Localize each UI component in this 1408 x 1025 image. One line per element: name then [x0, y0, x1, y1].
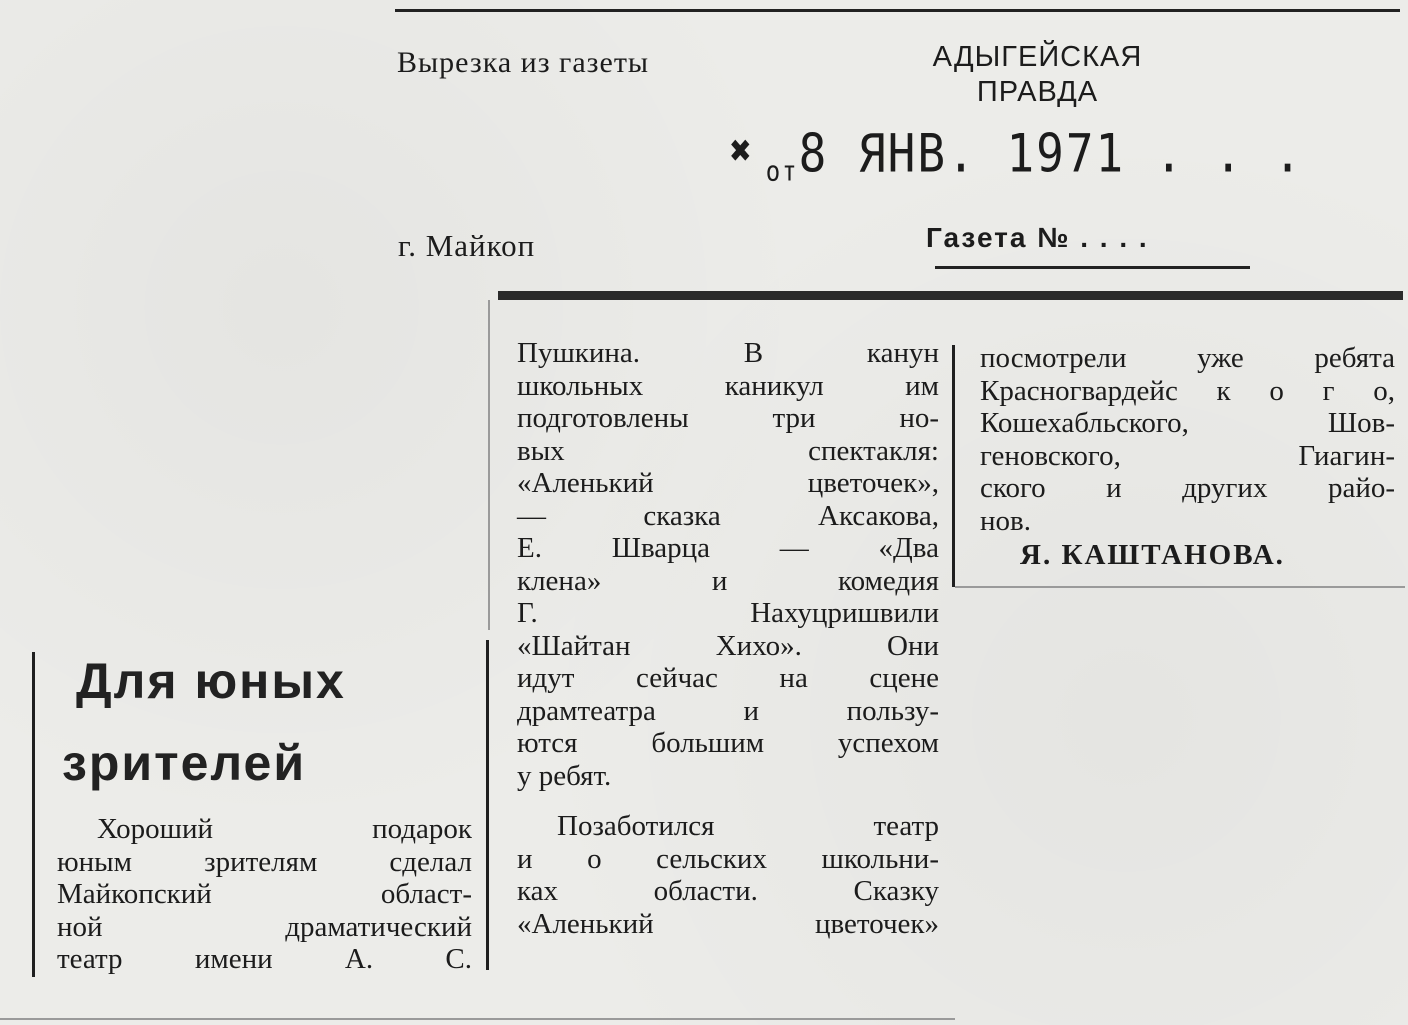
text-line: нов.: [980, 504, 1031, 537]
text-line: — сказка Аксакова,: [517, 499, 939, 532]
text-line: ются большим успехом: [517, 727, 939, 759]
date-leader: . . .: [1154, 122, 1304, 185]
text-line: клена» и комедия: [517, 564, 939, 597]
headline-bar: [32, 652, 35, 977]
text-line: ной драматический: [57, 910, 472, 943]
newspaper-name-line-2: ПРАВДА: [976, 76, 1099, 108]
text-line: Е. Шварца — «Два: [517, 532, 939, 564]
author-signature: Я. КАШТАНОВА.: [1020, 539, 1285, 571]
clipping-source-label: Вырезка из газеты: [397, 46, 650, 79]
text-line: Хороший подарок: [97, 813, 472, 845]
text-line: ках области. Сказку: [517, 875, 939, 907]
clipping-edge: [0, 1018, 955, 1020]
article-column-1: [57, 813, 472, 976]
text-line: школьных каникул им: [517, 369, 939, 402]
newspaper-name: [900, 40, 1175, 110]
text-line: Кошехабльского, Шов-: [980, 407, 1395, 439]
article-headline: [62, 640, 462, 804]
issue-rule: [935, 266, 1250, 269]
text-line: Красногвардейс к о г о,: [980, 374, 1395, 407]
top-rule: [395, 9, 1400, 12]
text-line: театр имени А. С.: [57, 943, 472, 975]
text-line: вых спектакля:: [517, 434, 939, 467]
text-line: Г. Нахуцришвили: [517, 597, 939, 629]
text-line: Пушкина. В канун: [517, 337, 939, 369]
clipping-top-rule: [498, 291, 1403, 300]
text-line: ского и других райо-: [980, 472, 1395, 504]
clipping-edge: [488, 300, 490, 630]
issue-number-label: Газета № . . . .: [926, 222, 1149, 253]
text-line: «Аленький цветочек»: [517, 907, 939, 940]
text-line: и о сельских школьни-: [517, 842, 939, 875]
paragraph-gap: [517, 792, 939, 810]
text-line: юным зрителям сделал: [57, 845, 472, 878]
text-line: «Шайтан Хихо». Они: [517, 629, 939, 662]
date-prefix: от: [765, 155, 799, 188]
column-divider: [486, 640, 489, 970]
clipping-edge: [955, 586, 1405, 588]
headline-line-2: зрителей: [62, 735, 307, 791]
text-line: у ребят.: [517, 759, 612, 792]
article-column-3: [980, 342, 1395, 572]
text-line: идут сейчас на сцене: [517, 662, 939, 694]
text-line: «Аленький цветочек»,: [517, 467, 939, 499]
text-line: драмтеатра и пользу-: [517, 694, 939, 727]
article-column-2: [517, 337, 939, 940]
text-line: геновского, Гиагин-: [980, 439, 1395, 472]
star-icon: ✖: [730, 127, 754, 175]
newspaper-name-line-1: АДЫГЕЙСКАЯ: [932, 41, 1143, 73]
headline-line-1: Для юных: [76, 653, 346, 709]
text-line: подготовлены три но-: [517, 402, 939, 434]
text-line: Майкопский област-: [57, 878, 472, 910]
date-value: 8 ЯНВ. 1971: [798, 122, 1126, 185]
date-stamp: [730, 122, 1303, 188]
city-label: г. Майкоп: [398, 228, 536, 263]
text-line: посмотрели уже ребята: [980, 342, 1395, 374]
column-divider: [952, 345, 955, 587]
text-line: Позаботился театр: [557, 810, 939, 842]
